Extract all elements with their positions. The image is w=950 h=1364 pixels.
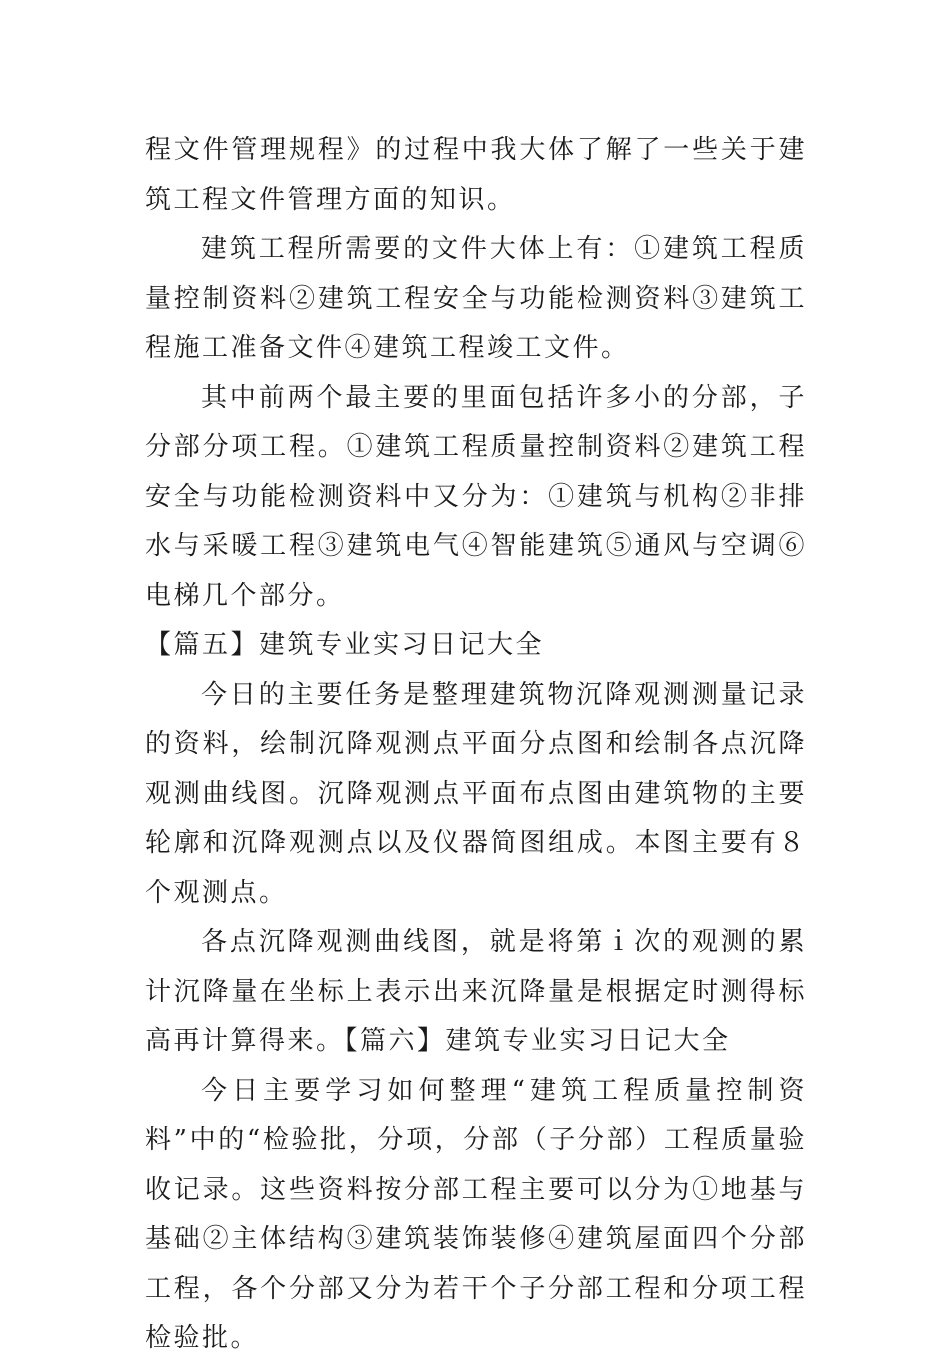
paragraph-quality-records: 今日主要学习如何整理“建筑工程质量控制资料”中的“检验批，分项，分部（子分部）工程质量验收记录。这些资料按分部工程主要可以分为①地基与基础②主体结构③建筑装饰装修④建筑屋面四个分部工程，各个分部又分为若干个子分部工程和分项工程检验批。 <box>145 1075 807 1353</box>
paragraph-settlement-observation: 今日的主要任务是整理建筑物沉降观测测量记录的资料，绘制沉降观测点平面分点图和绘制各点沉降观测曲线图。沉降观测点平面布点图由建筑物的主要轮廓和沉降观测点以及仪器简图组成。本图主要有８个观测点。 <box>145 679 807 908</box>
document-page <box>145 126 807 1364</box>
paragraph-continuation: 程文件管理规程》的过程中我大体了解了一些关于建筑工程文件管理方面的知识。 <box>145 135 807 215</box>
section-heading-part-six: 【篇六】建筑专业实习日记大全 <box>344 1026 731 1056</box>
paragraph-settlement-curve <box>145 918 807 1067</box>
section-heading-part-five: 【篇五】建筑专业实习日记大全 <box>145 630 545 660</box>
paragraph-settlement-curve-text: 各点沉降观测曲线图，就是将第ｉ次的观测的累计沉降量在坐标上表示出来沉降量是根据定时测得标高再计算得来。 <box>145 927 807 1056</box>
paragraph-subdivisions: 其中前两个最主要的里面包括许多小的分部，子分部分项工程。①建筑工程质量控制资料②建筑工程安全与功能检测资料中又分为：①建筑与机构②非排水与采暖工程③建筑电气④智能建筑⑤通风与空调⑥电梯几个部分。 <box>145 382 807 611</box>
paragraph-required-files: 建筑工程所需要的文件大体上有：①建筑工程质量控制资料②建筑工程安全与功能检测资料③建筑工程施工准备文件④建筑工程竣工文件。 <box>145 234 807 363</box>
